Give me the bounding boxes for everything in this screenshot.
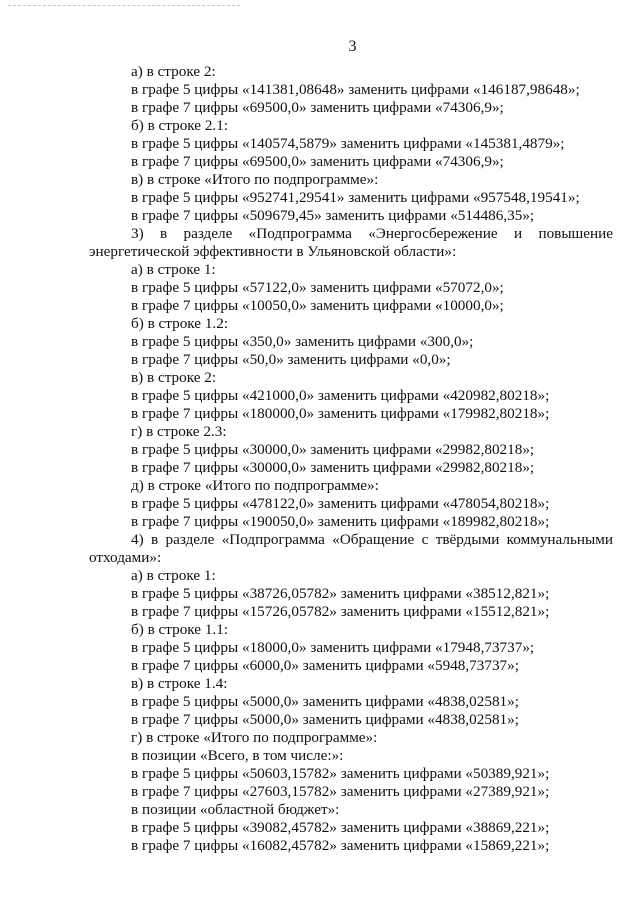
text-line: отходами»:	[89, 549, 162, 566]
text-line: в графе 5 цифры «478122,0» заменить цифрами «478054,80218»;	[131, 495, 550, 512]
text-line: а) в строке 2:	[131, 63, 216, 80]
text-line: в графе 7 цифры «190050,0» заменить цифрами «189982,80218»;	[131, 513, 550, 530]
text-line: в графе 7 цифры «180000,0» заменить цифрами «179982,80218»;	[131, 405, 550, 422]
text-line: в) в строке 1.4:	[131, 675, 228, 692]
text-line: б) в строке 2.1:	[131, 117, 229, 134]
text-line: а) в строке 1:	[131, 261, 216, 278]
text-line: в графе 7 цифры «30000,0» заменить цифрами «29982,80218»;	[131, 459, 535, 476]
text-line: в графе 5 цифры «5000,0» заменить цифрами «4838,02581»;	[131, 693, 519, 710]
text-line: в графе 7 цифры «16082,45782» заменить цифрами «15869,221»;	[131, 837, 550, 854]
text-line: в графе 7 цифры «15726,05782» заменить цифрами «15512,821»;	[131, 603, 550, 620]
text-line: энергетической эффективности в Ульяновской области»:	[89, 243, 457, 260]
text-line: в графе 7 цифры «5000,0» заменить цифрами «4838,02581»;	[131, 711, 519, 728]
text-line: в графе 7 цифры «10050,0» заменить цифрами «10000,0»;	[131, 297, 504, 314]
text-line: в графе 5 цифры «141381,08648» заменить цифрами «146187,98648»;	[131, 81, 580, 98]
text-line: в графе 7 цифры «69500,0» заменить цифрами «74306,9»;	[131, 153, 504, 170]
section-heading-line: 4) в разделе «Подпрограмма «Обращение с твёрдыми коммунальными	[131, 531, 613, 548]
text-line: в графе 7 цифры «27603,15782» заменить цифрами «27389,921»;	[131, 783, 550, 800]
text-line: б) в строке 1.1:	[131, 621, 229, 638]
text-line: в графе 5 цифры «57122,0» заменить цифрами «57072,0»;	[131, 279, 504, 296]
text-line: б) в строке 1.2:	[131, 315, 229, 332]
text-line: в) в строке «Итого по подпрограмме»:	[131, 171, 379, 188]
text-line: в графе 5 цифры «952741,29541» заменить цифрами «957548,19541»;	[131, 189, 580, 206]
text-line: а) в строке 1:	[131, 567, 216, 584]
text-line: в) в строке 2:	[131, 369, 217, 386]
text-line: г) в строке 2.3:	[131, 423, 227, 440]
text-line: в графе 7 цифры «69500,0» заменить цифрами «74306,9»;	[131, 99, 504, 116]
text-line: в графе 5 цифры «140574,5879» заменить цифрами «145381,4879»;	[131, 135, 565, 152]
text-line: в графе 5 цифры «30000,0» заменить цифрами «29982,80218»;	[131, 441, 535, 458]
text-line: г) в строке «Итого по подпрограмме»:	[131, 729, 378, 746]
text-line: в графе 7 цифры «509679,45» заменить цифрами «514486,35»;	[131, 207, 535, 224]
text-line: в графе 5 цифры «350,0» заменить цифрами «300,0»;	[131, 333, 474, 350]
text-line: в графе 5 цифры «18000,0» заменить цифрами «17948,73737»;	[131, 639, 535, 656]
text-line: в графе 5 цифры «38726,05782» заменить цифрами «38512,821»;	[131, 585, 550, 602]
text-line: в графе 5 цифры «50603,15782» заменить цифрами «50389,921»;	[131, 765, 550, 782]
section-heading-line: 3) в разделе «Подпрограмма «Энергосбережение и повышение	[131, 225, 613, 242]
scan-edge-artifact	[8, 5, 240, 6]
page-number: 3	[348, 38, 357, 55]
text-line: д) в строке «Итого по подпрограмме»:	[131, 477, 379, 494]
text-line: в позиции «областной бюджет»:	[131, 801, 340, 818]
text-line: в графе 5 цифры «39082,45782» заменить цифрами «38869,221»;	[131, 819, 550, 836]
text-line: в позиции «Всего, в том числе:»:	[131, 747, 344, 764]
text-line: в графе 7 цифры «50,0» заменить цифрами «0,0»;	[131, 351, 451, 368]
text-line: в графе 5 цифры «421000,0» заменить цифрами «420982,80218»;	[131, 387, 550, 404]
text-line: в графе 7 цифры «6000,0» заменить цифрами «5948,73737»;	[131, 657, 519, 674]
